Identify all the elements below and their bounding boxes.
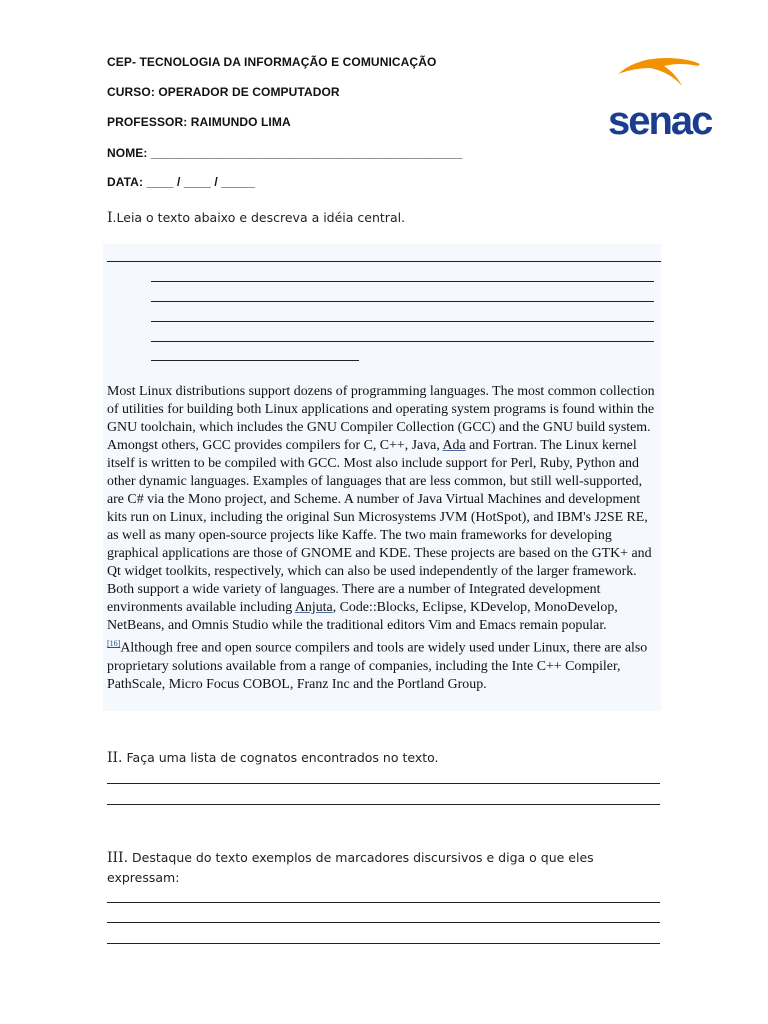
answer-line [107,804,660,805]
answer-line [107,922,660,923]
answer-line [107,261,661,262]
question-3 [107,848,667,887]
reference-16[interactable]: [16] [107,639,121,648]
question-2-number: II. [107,750,123,766]
question-3-number: III. [107,850,129,866]
question-2-text: Faça uma lista de cognatos encontrados no texto. [122,750,439,765]
answer-line [107,943,660,944]
answer-line [107,902,660,903]
link-anjuta[interactable]: Anjuta [294,600,333,615]
header-line-nome: NOME: ______________________________________________ [107,146,463,160]
answer-line [151,360,359,361]
answer-line [151,301,654,302]
header-line-professor: PROFESSOR: RAIMUNDO LIMA [107,115,291,129]
header-line-cep: CEP- TECNOLOGIA DA INFORMAÇÃO E COMUNICAÇÃO [107,55,437,69]
header-line-curso: CURSO: OPERADOR DE COMPUTADOR [107,85,340,99]
answer-line [151,281,654,282]
senac-logo [606,52,716,142]
question-1-number: I [107,210,113,226]
answer-line [151,321,654,322]
answer-line [151,341,654,342]
question-3-text: Destaque do texto exemplos de marcadores discursivos e diga o que eles expressam: [107,850,594,885]
header-line-data: DATA: ____ / ____ / _____ [107,175,256,189]
question-1 [107,208,405,228]
answer-line [107,783,660,784]
question-1-text: .Leia o texto abaixo e descreva a idéia central. [112,210,406,225]
question-2 [107,748,439,768]
passage-text: Most Linux distributions support dozens of programming languages. The most common collection of utilities for building both Linux applications and operating system programs is found within the GNU toolchain, which includes the GNU Compiler Collection (GCC) and the GNU build system. Amongst others, GCC provides compilers for C, C++, Java, Ada and Fortran. The Linux kernel itself is written to be compiled with GCC. Most also include support for Perl, Ruby, Python and other dynamic languages. Examples of languages that are less common, but still well-supported, are C# via the Mono project, and Scheme. A number of Java Virtual Machines and development kits run on Linux, including the original Sun Microsystems JVM (HotSpot), and IBM's J2SE RE, as well as many open-source projects like Kaffe. The two main frameworks for developing graphical applications are those of GNOME and KDE. These projects are based on the GTK+ and Qt widget toolkits, respectively, which can also be used independently of the larger framework. Both support a wide variety of languages. There are a number of Integrated development environments available including Anjuta, Code::Blocks, Eclipse, KDevelop, MonoDevelop, NetBeans, and Omnis Studio while the traditional editors Vim and Emacs remain popular.[16]Although free and open source compilers and tools are widely used under Linux, there are also proprietary solutions available from a range of companies, including the Inte C++ Compiler, PathScale, Micro Focus COBOL, Franz Inc and the Portland Group. [107,384,655,692]
logo-wordmark: senac [608,99,712,142]
link-ada[interactable]: Ada [442,438,466,453]
